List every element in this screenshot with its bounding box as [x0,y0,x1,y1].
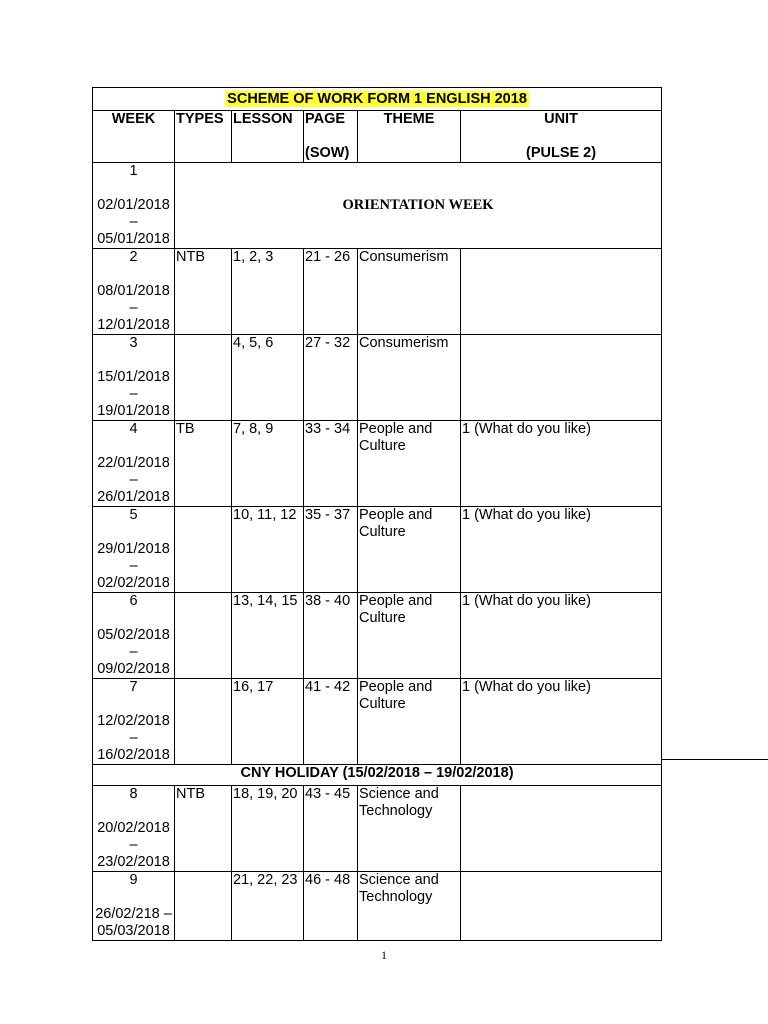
theme-cell: Consumerism [358,335,461,421]
header-types: TYPES [175,111,232,163]
unit-cell: 1 (What do you like) [461,593,662,679]
week-cell [93,335,175,421]
header-unit-label: UNIT [544,111,578,127]
theme-cell: People and Culture [358,679,461,765]
holiday-row [93,765,662,786]
header-page [304,111,358,163]
week-cell [93,593,175,679]
lesson-cell: 13, 14, 15 [232,593,304,679]
header-unit [461,111,662,163]
unit-cell [461,872,662,941]
week-date-dash: – [129,730,138,746]
title-row [93,88,662,111]
theme-cell: People and Culture [358,593,461,679]
week-start-date: 12/02/2018 [97,713,170,729]
week-number: 5 [129,507,138,523]
unit-cell [461,249,662,335]
header-lesson: LESSON [232,111,304,163]
week-start-date: 08/01/2018 [97,283,170,299]
week-date-dash: – [129,214,138,230]
week-row [93,421,662,507]
page-cell: 21 - 26 [304,249,358,335]
lesson-cell: 4, 5, 6 [232,335,304,421]
week-start-date: 02/01/2018 [97,197,170,213]
unit-cell: 1 (What do you like) [461,421,662,507]
type-cell [175,593,232,679]
scheme-of-work-table [92,87,662,941]
page-cell: 46 - 48 [304,872,358,941]
title-cell [93,88,662,111]
week-row [93,249,662,335]
week-row [93,679,662,765]
lesson-cell: 18, 19, 20 [232,786,304,872]
orientation-row [93,163,662,249]
week-end-date: 02/02/2018 [97,575,170,591]
week-date-dash: – [129,558,138,574]
week-row [93,786,662,872]
page-number: 1 [381,948,387,962]
orientation-week-label: ORIENTATION WEEK [175,163,662,249]
page-cell: 41 - 42 [304,679,358,765]
week-cell [93,786,175,872]
week-cell [93,507,175,593]
week-end-date: 05/03/2018 [97,923,170,939]
type-cell [175,872,232,941]
unit-cell [461,335,662,421]
week-number: 1 [129,163,138,179]
week-row [93,335,662,421]
theme-cell: People and Culture [358,507,461,593]
week-end-date: 16/02/2018 [97,747,170,763]
header-page-sub: (SOW) [305,145,350,161]
page-cell: 35 - 37 [304,507,358,593]
week-number: 9 [129,872,138,888]
theme-cell: People and Culture [358,421,461,507]
week-start-date: 05/02/2018 [97,627,170,643]
week-end-date: 23/02/2018 [97,854,170,870]
week-row [93,507,662,593]
week-start-date: 29/01/2018 [97,541,170,557]
week-number: 8 [129,786,138,802]
week-cell [93,872,175,941]
week-end-date: 05/01/2018 [97,231,170,247]
header-week: WEEK [93,111,175,163]
header-theme: THEME [358,111,461,163]
week-number: 4 [129,421,138,437]
week-date-dash: – [129,837,138,853]
page-cell: 33 - 34 [304,421,358,507]
theme-cell: Science and Technology [358,786,461,872]
unit-cell: 1 (What do you like) [461,507,662,593]
week-end-date: 19/01/2018 [97,403,170,419]
week-number: 6 [129,593,138,609]
week-row [93,872,662,941]
week-date-dash: – [129,300,138,316]
header-page-label: PAGE [305,111,346,127]
header-unit-sub: (PULSE 2) [525,145,597,161]
week-date-dash: – [129,386,138,402]
type-cell: NTB [175,249,232,335]
type-cell: NTB [175,786,232,872]
week-end-date: 26/01/2018 [97,489,170,505]
unit-cell [461,786,662,872]
week-start-date: 26/02/218 – [95,906,172,922]
week-start-date: 22/01/2018 [97,455,170,471]
type-cell [175,679,232,765]
page-cell: 27 - 32 [304,335,358,421]
type-cell [175,507,232,593]
page-cell: 38 - 40 [304,593,358,679]
lesson-cell: 1, 2, 3 [232,249,304,335]
header-row [93,111,662,163]
type-cell: TB [175,421,232,507]
unit-cell: 1 (What do you like) [461,679,662,765]
stray-rule-line [661,759,768,760]
week-cell [93,163,175,249]
week-end-date: 09/02/2018 [97,661,170,677]
week-date-dash: – [129,472,138,488]
week-cell [93,249,175,335]
holiday-label: CNY HOLIDAY (15/02/2018 – 19/02/2018) [93,765,662,786]
type-cell [175,335,232,421]
week-start-date: 20/02/2018 [97,820,170,836]
lesson-cell: 10, 11, 12 [232,507,304,593]
lesson-cell: 21, 22, 23 [232,872,304,941]
week-end-date: 12/01/2018 [97,317,170,333]
week-cell [93,421,175,507]
lesson-cell: 7, 8, 9 [232,421,304,507]
theme-cell: Consumerism [358,249,461,335]
week-cell [93,679,175,765]
week-row [93,593,662,679]
page-cell: 43 - 45 [304,786,358,872]
week-number: 7 [129,679,138,695]
week-number: 2 [129,249,138,265]
week-start-date: 15/01/2018 [97,369,170,385]
document-title: SCHEME OF WORK FORM 1 ENGLISH 2018 [227,90,527,107]
lesson-cell: 16, 17 [232,679,304,765]
theme-cell: Science and Technology [358,872,461,941]
week-number: 3 [129,335,138,351]
week-date-dash: – [129,644,138,660]
